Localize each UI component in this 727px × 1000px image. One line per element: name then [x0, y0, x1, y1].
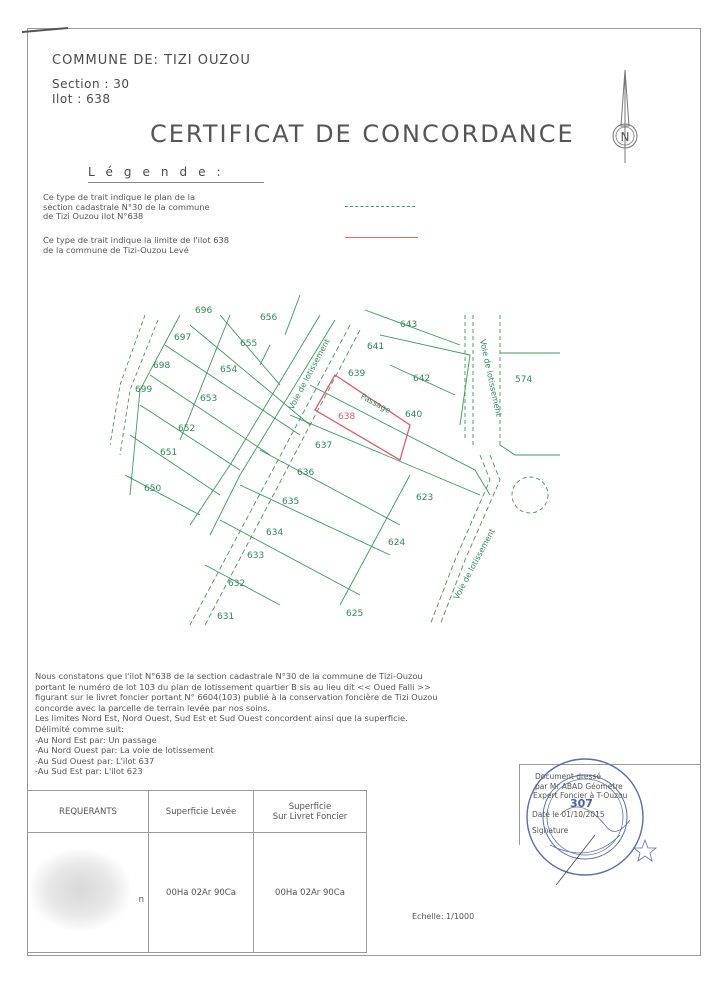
road-label: Voie de lotissement	[478, 338, 504, 418]
redacted-requerant-name	[30, 850, 130, 930]
parcel-label: 651	[160, 448, 178, 458]
parcel-label: 574	[515, 375, 533, 385]
parcel-label: 635	[282, 497, 300, 507]
parcel-label: 623	[416, 493, 434, 503]
stamp-line: par Mr ABAD Géomètre	[535, 782, 623, 791]
stamp-date: Date le 01/10/2015	[532, 810, 605, 819]
scale-label: Echelle: 1/1000	[412, 912, 475, 921]
parcel-label: 637	[315, 441, 333, 451]
legend-line-limit	[345, 237, 418, 238]
cadastral-map	[110, 295, 560, 635]
parcel-label: 650	[144, 484, 162, 494]
parcel-label: 642	[413, 374, 431, 384]
parcel-label: 698	[153, 361, 171, 371]
ilot-label: Ilot : 638	[52, 92, 111, 106]
north-label: N	[620, 130, 630, 144]
parcel-label: 631	[217, 612, 235, 622]
parcel-label: 655	[240, 339, 258, 349]
parcel-label: 636	[297, 468, 315, 478]
parcel-label: 624	[388, 538, 406, 548]
requerant-name-suffix: n	[138, 894, 144, 905]
parcel-label: 697	[174, 333, 192, 343]
parcel-label: 639	[348, 369, 366, 379]
parcel-label: 641	[367, 342, 385, 352]
header-requerants: REQUERANTS	[28, 791, 149, 833]
highlighted-parcel-label: 638	[338, 412, 356, 422]
stamp-line: Expert Foncier à T-Ouzou	[533, 791, 628, 800]
section-label: Section : 30	[52, 77, 130, 91]
legend-title: Légende:	[88, 165, 232, 179]
parcel-label: 640	[405, 410, 423, 420]
north-arrow-icon	[605, 68, 645, 168]
header-superficie-livret: Superficie Sur Livret Foncier	[254, 791, 367, 833]
parcel-label: 643	[400, 320, 418, 330]
legend-item-1-text: Ce type de trait indique le plan de la section cadastrale N°30 de la commune de Tizi Ouzou ilot N°638	[43, 192, 210, 221]
parcel-label: 634	[266, 528, 284, 538]
commune-label: COMMUNE DE: TIZI OUZOU	[52, 53, 251, 68]
header-superficie-levee: Superficie Levée	[149, 791, 254, 833]
legend-underline	[88, 182, 264, 183]
parcel-label: 653	[200, 394, 218, 404]
certificate-body: Nous constatons que l'ilot N°638 de la section cadastrale N°30 de la commune de Tizi-Ouzou portant le numéro de lot 103 du plan de lotissement quartier B sis au lieu dit << Oued Falli >> figurant sur le livret foncier portant N° 6604(103) publié à la conservation foncière de Tizi Ouzou concorde avec la parcelle de terrain levée par nos soins. Les limites Nord Est, Nord Ouest, Sud Est et Sud Ouest concordent ainsi que la superficie. Délimité comme suit: -Au Nord Est par: Un passage -Au Nord Ouest par: La voie de lotissement -Au Sud Ouest par: L'ilot 637 -Au Sud Est par: L'ilot 623	[35, 671, 438, 777]
parcel-label: 625	[346, 609, 364, 619]
road-label: Voie de lotissement	[286, 337, 332, 411]
superficie-livret-value: 00Ha 02Ar 90Ca	[254, 833, 367, 953]
stamp-line: Document dressé	[535, 772, 601, 781]
road-label: Voie de lotissement	[451, 527, 497, 601]
superficie-levee-value: 00Ha 02Ar 90Ca	[149, 833, 254, 953]
passage-label: Passage	[359, 391, 393, 416]
parcel-label: 656	[260, 313, 278, 323]
document-title: CERTIFICAT DE CONCORDANCE	[150, 120, 575, 148]
stamp-signature-label: Signature	[532, 826, 569, 835]
legend-line-plan	[345, 206, 415, 207]
parcel-label: 699	[135, 385, 153, 395]
parcel-label: 696	[195, 306, 213, 316]
parcel-label: 652	[178, 424, 196, 434]
parcel-label: 632	[228, 579, 246, 589]
parcel-label: 633	[247, 551, 265, 561]
stamp-number: 307	[570, 797, 593, 810]
parcel-label: 654	[220, 365, 238, 375]
legend-item-2-text: Ce type de trait indique la limite de l'ilot 638 de la commune de Tizi-Ouzou Levé	[43, 235, 230, 255]
